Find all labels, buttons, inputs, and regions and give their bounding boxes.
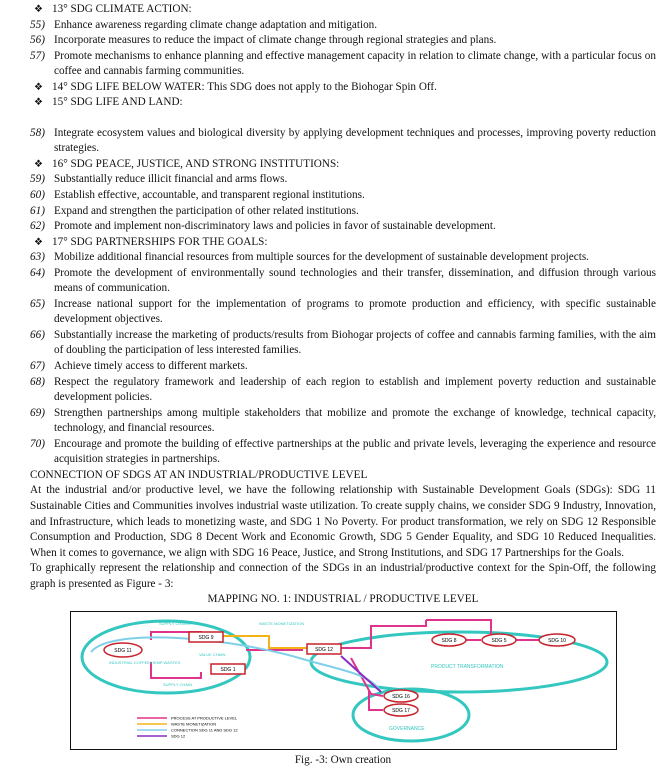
item-number: 58) (30, 126, 45, 139)
numbered-item (30, 188, 656, 204)
item-text: Substantially reduce illicit financial and arms flows. (54, 173, 288, 186)
blank-line (30, 111, 656, 126)
paragraph: CONNECTION OF SDGS AT AN INDUSTRIAL/PRODUCTIVE LEVEL (30, 468, 368, 481)
label-governance: GOVERNANCE (389, 725, 425, 732)
item-number: 57) (30, 49, 45, 62)
numbered-item (30, 126, 656, 157)
figure-title: MAPPING NO. 1: INDUSTRIAL / PRODUCTIVE LEVEL (207, 593, 479, 606)
bullet-item (30, 2, 656, 18)
item-number: 70) (30, 437, 45, 450)
numbered-item (30, 359, 656, 375)
sdg-mapping-figure (70, 611, 617, 750)
svg-text:SDG 1: SDG 1 (220, 666, 236, 673)
item-number: 64) (30, 266, 45, 279)
label-supply-chain: SUPPLY CHAIN (163, 681, 192, 687)
bullet-item (30, 235, 656, 251)
label-waste-monetization: WASTE MONETIZATION (259, 620, 305, 626)
numbered-item (30, 18, 656, 34)
item-text: Establish effective, accountable, and transparent regional institutions. (54, 189, 365, 202)
item-text: Respect the regulatory framework and leadership of each region to establish and implement poverty reduction and sustainable development policies. (54, 375, 656, 404)
item-number: 56) (30, 34, 45, 47)
item-text: 15° SDG LIFE AND LAND: (52, 96, 183, 109)
svg-text:SDG 9: SDG 9 (198, 634, 214, 641)
document-page (30, 2, 656, 768)
numbered-item (30, 406, 656, 437)
bullet-item (30, 95, 656, 111)
numbered-item (30, 172, 656, 188)
node-sdg1 (211, 664, 245, 674)
legend-label: CONNECTION SDG 11 AND SDG 12 (171, 727, 238, 733)
item-text: Encourage and promote the building of effective partnerships at the public and private levels, leveraging the experience and resource acquisition strategies in partnerships. (54, 437, 656, 466)
bullet-item (30, 157, 656, 173)
numbered-item (30, 33, 656, 49)
numbered-item (30, 250, 656, 266)
item-text: 17° SDG PARTNERSHIPS FOR THE GOALS: (52, 235, 268, 248)
node-sdg11 (104, 643, 142, 657)
figure-legend (137, 715, 238, 738)
node-sdg17 (384, 704, 418, 716)
diamond-bullet-icon: ❖ (34, 4, 43, 15)
label-product-transformation: PRODUCT TRANSFORMATION (431, 663, 504, 670)
item-text: 14° SDG LIFE BELOW WATER: This SDG does not apply to the Biohogar Spin Off. (52, 80, 437, 93)
item-text: 13° SDG CLIMATE ACTION: (52, 3, 192, 15)
node-sdg10 (539, 634, 575, 646)
item-text: Substantially increase the marketing of products/results from Biohogar projects of coffee and cannabis farming families, with the aim of doubling the participation of less interested families. (54, 328, 656, 357)
node-sdg9 (189, 632, 223, 642)
label-value-chain: VALUE CHAIN (199, 651, 226, 657)
legend-label: SDG 12 (171, 733, 186, 739)
item-number: 63) (30, 251, 45, 264)
numbered-item (30, 49, 656, 80)
node-sdg16 (384, 690, 418, 702)
svg-text:SDG 10: SDG 10 (548, 637, 566, 644)
label-industrial-waste: INDUSTRIAL COFFEE/HEMP WASTES (109, 659, 181, 665)
item-text: Enhance awareness regarding climate change adaptation and mitigation. (54, 18, 378, 31)
numbered-item (30, 375, 656, 406)
svg-text:SDG 5: SDG 5 (491, 637, 507, 644)
numbered-item (30, 219, 656, 235)
item-number: 69) (30, 406, 45, 419)
diamond-bullet-icon: ❖ (34, 81, 43, 93)
svg-text:SDG 17: SDG 17 (392, 707, 410, 714)
item-text: Integrate ecosystem values and biological diversity by applying development techniques and processes, improving poverty reduction strategies. (54, 126, 656, 155)
item-text: Expand and strengthen the participation of other related institutions. (54, 204, 359, 217)
numbered-item (30, 328, 656, 359)
sdg12-line (341, 656, 381, 692)
item-number: 62) (30, 220, 45, 233)
svg-text:SDG 12: SDG 12 (315, 646, 333, 653)
numbered-item (30, 266, 656, 297)
label-supply-chains: SUPPLY CHAINS (159, 620, 191, 626)
diamond-bullet-icon: ❖ (34, 158, 43, 170)
node-sdg12 (307, 644, 341, 654)
bullet-item (30, 80, 656, 96)
item-number: 65) (30, 297, 45, 310)
item-text: 16° SDG PEACE, JUSTICE, AND STRONG INSTITUTIONS: (52, 157, 340, 170)
item-text: Increase national support for the implementation of programs to promote production and efficiency, with specific sustainable development objectives. (54, 297, 656, 326)
diamond-bullet-icon: ❖ (34, 236, 43, 248)
diamond-bullet-icon: ❖ (34, 97, 43, 109)
item-number: 61) (30, 204, 45, 217)
item-number: 55) (30, 18, 45, 31)
paragraph: To graphically represent the relationship and connection of the SDGs in an industrial/productive context for the Spin-Off, the following graph is presented as Figure - 3: (30, 562, 656, 590)
numbered-item (30, 297, 656, 328)
item-number: 59) (30, 173, 45, 186)
svg-text:SDG 8: SDG 8 (441, 637, 457, 644)
item-text: Incorporate measures to reduce the impact of climate change through regional strategies and plans. (54, 34, 497, 47)
node-sdg8 (432, 634, 466, 646)
legend-label: WASTE MONETIZATION (171, 721, 217, 727)
document-body (30, 2, 656, 608)
item-text: Promote mechanisms to enhance planning and effective management capacity in relation to climate change, with a particular focus on coffee and cannabis farming communities. (54, 49, 656, 78)
item-text: Mobilize additional financial resources from multiple sources for the development of sustainable development projects. (54, 251, 589, 264)
item-text: Achieve timely access to different markets. (54, 360, 248, 373)
item-number: 67) (30, 360, 45, 373)
item-text: Strengthen partnerships among multiple stakeholders that mobilize and promote the exchange of knowledge, technical capacity, technology, and financial resources. (54, 406, 656, 435)
svg-text:SDG 11: SDG 11 (114, 647, 132, 654)
sdg-mapping-diagram (71, 612, 616, 749)
item-number: 68) (30, 375, 45, 388)
node-sdg5 (482, 634, 516, 646)
waste-monetization-line (216, 636, 307, 648)
numbered-item (30, 437, 656, 468)
item-number: 66) (30, 328, 45, 341)
figure-caption: Fig. -3: Own creation (294, 753, 392, 766)
item-text: Promote the development of environmentally sound technologies and their transfer, dissemination, and diffusion through various means of communication. (54, 266, 656, 295)
numbered-item (30, 204, 656, 220)
legend-label: PROCESS AT PRODUCTIVE LEVEL (171, 715, 238, 721)
paragraph: At the industrial and/or productive level, we have the following relationship with Sustainable Development Goals (SDGs): SDG 11 Sustainable Cities and Communities involves industrial waste utilization. To create supply chains, we consider SDG 9 Industry, Innovation, and Infrastructure, which leads to monetizing waste, and SDG 1 No Poverty. For product transformation, we rely on SDG 12 Responsible Consumption and Production, SDG 8 Decent Work and Economic Growth, SDG 5 Gender Equality, and SDG 10 Reduced Inequalities. When it comes to governance, we align with SDG 16 Peace, Justice, and Strong Institutions, and SDG 17 Partnerships for the Goals. (30, 484, 656, 559)
item-text: Promote and implement non-discriminatory laws and policies in favor of sustainable development. (54, 220, 496, 233)
svg-text:SDG 16: SDG 16 (392, 693, 410, 700)
item-number: 60) (30, 189, 45, 202)
